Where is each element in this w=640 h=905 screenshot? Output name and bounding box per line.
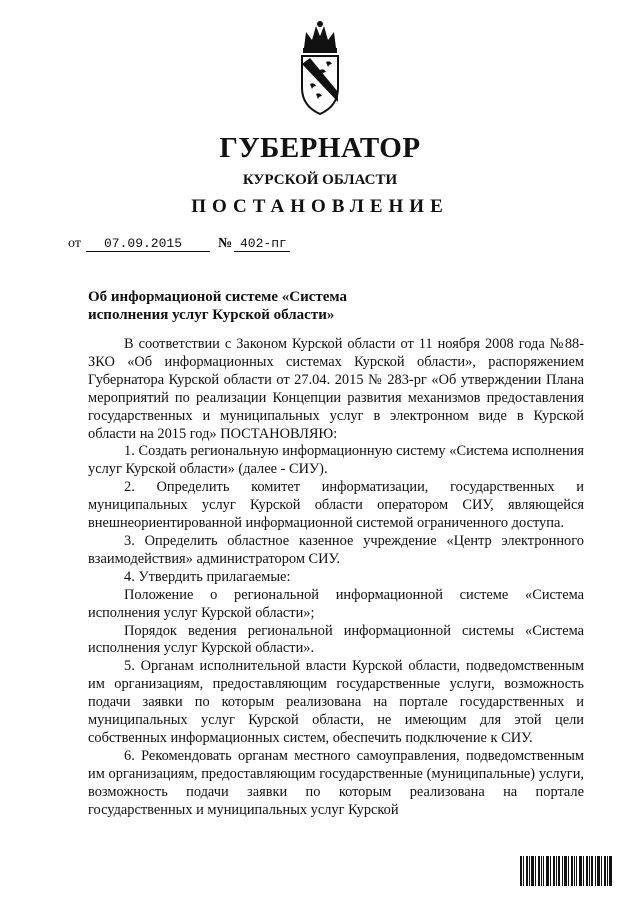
- document-number: 402-пг: [240, 236, 287, 251]
- document-subject: [88, 288, 488, 324]
- number-underline: [234, 251, 290, 252]
- date-prefix-label: от: [68, 236, 81, 251]
- clause-3: 3. Определить областное казенное учреждение «Центр электронного взаимодействия» администратором СИУ.: [88, 532, 584, 567]
- document-type: ПОСТАНОВЛЕНИЕ: [191, 196, 449, 217]
- subject-line-2: исполнения услуг Курской области»: [88, 307, 335, 323]
- clause-5: 5. Органам исполнительной власти Курской области, подведомственным им организациям, предоставляющим государственные услуги, возможность подачи заявки по которым реализована на портале государственных и муниципальных услуг Курской области, не имеющим для этой цели собственных информационных систем, обеспечить подключение к СИУ.: [88, 658, 584, 746]
- date-underline: [86, 251, 210, 252]
- document-barcode: [520, 856, 612, 886]
- clause-6: 6. Рекомендовать органам местного самоуправления, подведомственным им организациям, предоставляющим государственные (муниципальные) услуги, возможность подачи заявки по которым реализована на портале государственных и муниципальных услуг Курской: [88, 747, 584, 818]
- clause-2: 2. Определить комитет информатизации, государственных и муниципальных услуг Курской области оператором СИУ, являющейся внешнеориентированной информационной системой ограниченного доступа.: [88, 479, 584, 532]
- clause-4-item-1: Положение о региональной информационной системе «Система исполнения услуг Курской области»;: [88, 586, 584, 621]
- number-label: №: [218, 236, 233, 251]
- subject-line-1: Об информационой системе «Система: [88, 289, 348, 305]
- preamble-paragraph: В соответствии с Законом Курской области от 11 ноября 2008 года №88-ЗКО «Об информационных системах Курской области», распоряжением Губернатора Курской области от 27.04. 2015 № 283-рг «Об утверждении Плана мероприятий по реализации Концепции развития механизмов предоставления государственных и муниципальных услуг в электронном виде в Курской области на 2015 год» ПОСТАНОВЛЯЮ:: [88, 336, 584, 442]
- document-date: 07.09.2015: [104, 236, 183, 251]
- org-title: ГУБЕРНАТОР: [219, 132, 421, 164]
- clause-1: 1. Создать региональную информационную систему «Система исполнения услуг Курской области» (далее - СИУ).: [88, 443, 584, 478]
- kursk-coat-of-arms-emblem: [290, 18, 350, 118]
- clause-4: 4. Утвердить прилагаемые:: [124, 568, 291, 585]
- clause-4-item-2: Порядок ведения региональной информационной системы «Система исполнения услуг Курской области».: [88, 622, 584, 657]
- document-body: [88, 336, 584, 819]
- org-subtitle: КУРСКОЙ ОБЛАСТИ: [242, 172, 398, 188]
